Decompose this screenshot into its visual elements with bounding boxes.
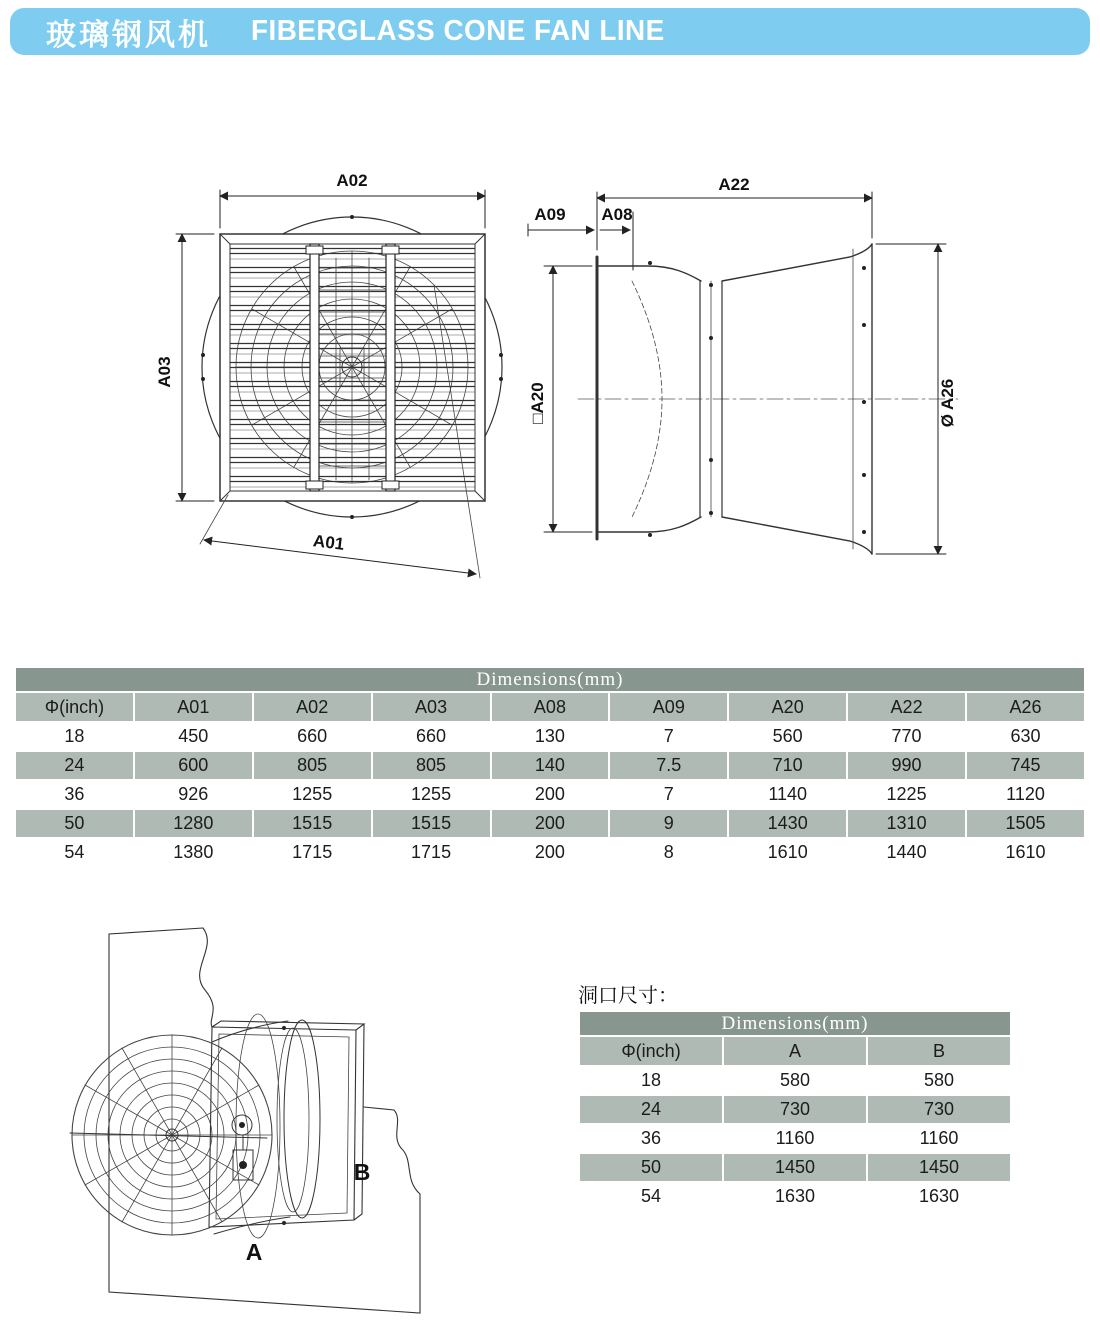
table-cell: 1310 <box>847 809 966 838</box>
table-cell: 200 <box>491 809 610 838</box>
table-cell: 450 <box>134 722 253 751</box>
table-cell: 600 <box>134 751 253 780</box>
table-cell: 1505 <box>966 809 1085 838</box>
dim-label-a08: A08 <box>601 205 633 224</box>
front-view-drawing <box>150 150 530 582</box>
table-cell: 1515 <box>372 809 491 838</box>
table-cell: 1715 <box>372 838 491 867</box>
table-cell: 1160 <box>723 1124 867 1153</box>
table-cell: 560 <box>728 722 847 751</box>
table-cell: 990 <box>847 751 966 780</box>
table-cell: 18 <box>15 722 134 751</box>
dimension-a22 <box>597 192 872 250</box>
column-header: A20 <box>728 692 847 722</box>
dimension-a03 <box>176 234 214 501</box>
table-cell: 630 <box>966 722 1085 751</box>
table-title: Dimensions(mm) <box>579 1011 1011 1036</box>
column-header: A <box>723 1036 867 1066</box>
table-cell: 54 <box>579 1182 723 1211</box>
table-cell: 1610 <box>728 838 847 867</box>
column-header: A26 <box>966 692 1085 722</box>
dim-label-a03: A03 <box>155 356 174 388</box>
table-cell: 7.5 <box>609 751 728 780</box>
table-row <box>15 838 1085 867</box>
page-header-banner <box>10 8 1090 55</box>
side-view-drawing <box>520 150 980 595</box>
column-header: B <box>867 1036 1011 1066</box>
table-cell: 580 <box>867 1066 1011 1095</box>
table-row <box>579 1066 1011 1095</box>
iso-label-a: A <box>245 1239 263 1265</box>
table-header-row <box>15 692 1085 722</box>
table-cell: 770 <box>847 722 966 751</box>
table-cell: 1380 <box>134 838 253 867</box>
opening-size-caption: 洞口尺寸： <box>578 985 678 1007</box>
table-cell: 710 <box>728 751 847 780</box>
table-cell: 50 <box>579 1153 723 1182</box>
column-header: Φ(inch) <box>579 1036 723 1066</box>
table-cell: 36 <box>579 1124 723 1153</box>
iso-label-b: B <box>353 1159 371 1185</box>
installation-drawing <box>62 922 542 1332</box>
table-cell: 200 <box>491 780 610 809</box>
table-cell: 1630 <box>723 1182 867 1211</box>
table-cell: 1120 <box>966 780 1085 809</box>
table-cell: 1450 <box>723 1153 867 1182</box>
table-row <box>15 809 1085 838</box>
dimension-a02 <box>220 190 485 228</box>
column-header: A02 <box>253 692 372 722</box>
table-cell: 805 <box>372 751 491 780</box>
dim-label-a22: A22 <box>718 175 750 194</box>
table-cell: 1610 <box>966 838 1085 867</box>
column-header: A09 <box>609 692 728 722</box>
table-cell: 8 <box>609 838 728 867</box>
table-cell: 7 <box>609 722 728 751</box>
table-cell: 580 <box>723 1066 867 1095</box>
table-row <box>579 1182 1011 1211</box>
table-cell: 926 <box>134 780 253 809</box>
table-cell: 730 <box>867 1095 1011 1124</box>
page-title-chinese: 玻璃钢风机 <box>46 18 211 52</box>
dimensions-table <box>14 666 1086 868</box>
table-cell: 1715 <box>253 838 372 867</box>
dim-label-a26: Ø A26 <box>938 378 957 428</box>
table-cell: 54 <box>15 838 134 867</box>
column-header: A08 <box>491 692 610 722</box>
table-row <box>579 1153 1011 1182</box>
table-cell: 1630 <box>867 1182 1011 1211</box>
column-header: Φ(inch) <box>15 692 134 722</box>
dim-label-a20: □A20 <box>528 382 547 424</box>
table-cell: 140 <box>491 751 610 780</box>
page-title-english: FIBERGLASS CONE FAN LINE <box>251 15 665 47</box>
table-cell: 1430 <box>728 809 847 838</box>
table-cell: 36 <box>15 780 134 809</box>
table-cell: 805 <box>253 751 372 780</box>
table-cell: 1280 <box>134 809 253 838</box>
table-cell: 660 <box>253 722 372 751</box>
table-cell: 1255 <box>372 780 491 809</box>
column-header: A01 <box>134 692 253 722</box>
table-row <box>15 780 1085 809</box>
column-header: A03 <box>372 692 491 722</box>
table-cell: 745 <box>966 751 1085 780</box>
table-cell: 1515 <box>253 809 372 838</box>
table-cell: 730 <box>723 1095 867 1124</box>
table-cell: 50 <box>15 809 134 838</box>
table-cell: 24 <box>15 751 134 780</box>
table-cell: 1160 <box>867 1124 1011 1153</box>
table-cell: 130 <box>491 722 610 751</box>
wall-panel <box>109 928 420 1313</box>
table-title: Dimensions(mm) <box>15 667 1085 692</box>
table-cell: 7 <box>609 780 728 809</box>
table-cell: 9 <box>609 809 728 838</box>
table-cell: 24 <box>579 1095 723 1124</box>
table-cell: 18 <box>579 1066 723 1095</box>
table-row <box>15 722 1085 751</box>
table-cell: 1440 <box>847 838 966 867</box>
opening-dimensions-table <box>578 1010 1012 1212</box>
cone-shell <box>212 1014 320 1238</box>
table-row <box>579 1095 1011 1124</box>
table-header-row <box>579 1036 1011 1066</box>
table-row <box>15 751 1085 780</box>
table-cell: 1140 <box>728 780 847 809</box>
louver-slats <box>230 244 475 491</box>
table-row <box>579 1124 1011 1153</box>
table-cell: 660 <box>372 722 491 751</box>
dimension-a09 <box>528 224 594 236</box>
dim-label-a02: A02 <box>336 171 368 190</box>
table-cell: 200 <box>491 838 610 867</box>
dim-label-a01: A01 <box>312 531 346 554</box>
table-cell: 1450 <box>867 1153 1011 1182</box>
table-cell: 1255 <box>253 780 372 809</box>
dim-label-a09: A09 <box>534 205 566 224</box>
column-header: A22 <box>847 692 966 722</box>
table-cell: 1225 <box>847 780 966 809</box>
